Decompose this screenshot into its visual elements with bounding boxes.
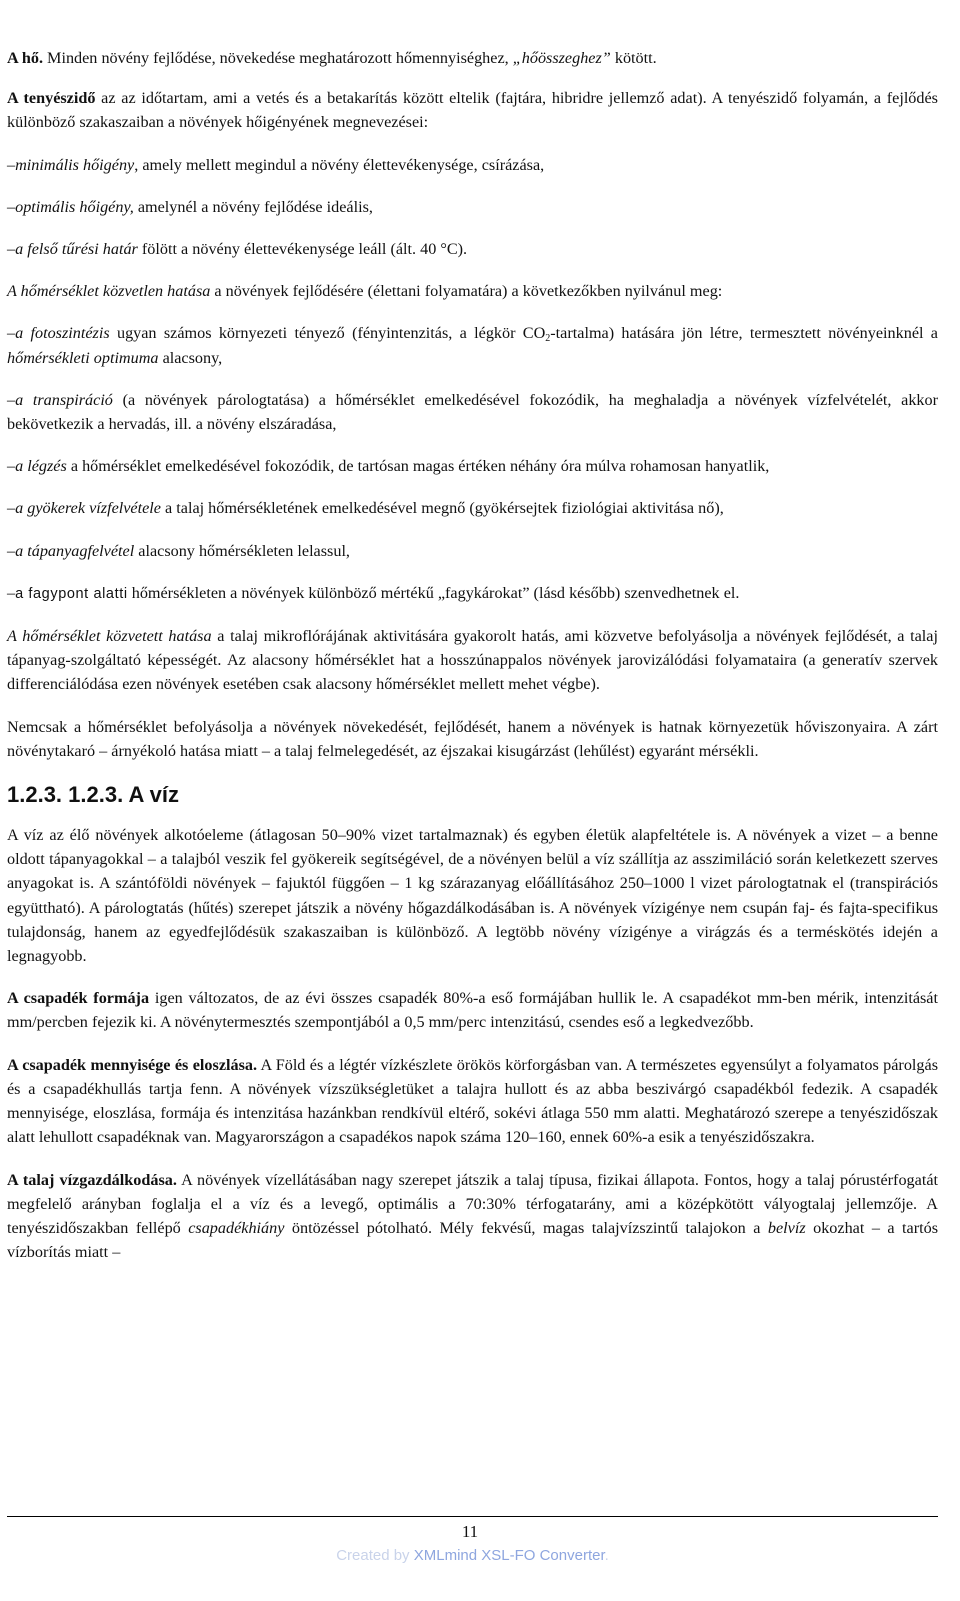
bold-term: A talaj vízgazdálkodása.	[7, 1170, 177, 1189]
paragraph-text: Minden növény fejlődése, növekedése meghatározott hőmennyiséghez,	[43, 49, 513, 67]
list-item-opt-heat	[7, 195, 938, 219]
paragraph-precip-amount	[7, 1053, 938, 1150]
list-dash: –	[7, 197, 16, 216]
paragraph-indirect-effect	[7, 624, 938, 697]
paragraph-text: okozhat – a tartós vízborítás miatt –	[7, 1218, 938, 1262]
italic-term: minimális hőigény	[15, 155, 135, 174]
list-item-min-heat	[7, 153, 938, 177]
paragraph-text: (a növények párologtatása) a hőmérséklet emelkedésével fokozódik, ha meghaladja a növények vízfelvételét, akkor bekövetkezik a hervadás, ill. a növény elszáradása,	[7, 390, 938, 434]
credit-prefix: Created by	[336, 1547, 414, 1564]
list-dash: –	[7, 390, 16, 409]
italic-term: a fotoszintézis	[15, 324, 110, 343]
list-item-photosynthesis	[7, 321, 938, 369]
paragraph-canopy	[7, 715, 938, 763]
italic-term: A hőmérséklet közvetett hatása	[7, 627, 212, 646]
paragraph-text: a növények fejlődésére (élettani folyamatára) a következőkben nyilvánul meg:	[210, 282, 723, 301]
italic-term: a tápanyagfelvétel	[15, 541, 135, 560]
paragraph-text: a talaj mikroflórájának aktivitására gyakorolt hatás, ami közvetve befolyásolja a növények fejlődését, a talaj tápanyag-szolgáltató képességét. Az alacsony hőmérséklet hat a hosszúnappalos növények jarovizálódási folyamataira (a generatív szervek differenciálódása ezen növények esetében csak alacsony hőmérséklet mellett mehet végbe).	[7, 627, 938, 694]
list-item-transpiration	[7, 388, 938, 436]
paragraph-text: A Föld és a légtér vízkészlete örökös körforgásban van. A természetes egyensúlyt a folyamatos párolgás és a csapadékhullás tartja fenn. A növények vízszükségletüket a talajra hullott és az abba beszivárgó csapadékból fedezik. A csapadék mennyisége, eloszlása, formája és intenzitása hazánkban rendkívül eltérő, sokévi átlaga 550 mm alatti. Meghatározó szerepe a tenyészidőszak alatt lehullott csapadéknak van. Magyarországon a csapadékos napok száma 120–160, ennek 60%-a esik a tenyészidőszakra.	[7, 1055, 938, 1147]
paragraph-text: A víz az élő növények alkotóeleme (átlagosan 50–90% vizet tartalmaznak) és egyben életük alapfeltétele is. A növények a vizet – a benne oldott tápanyagokkal – a talajból veszik fel gyökereik segítségével, de a növényen belül a víz szállítja az asszimiláció során keletkezett szerves anyagokat is. A szántóföldi növények – fajuktól függően – 1 kg szárazanyag előállításához 250–1000 l vizet párologtatnak el (transpirációs együttható). A párologtatás (hűtés) szerepet játszik a növény hőgazdálkodásában is. A növények vízigénye nem csupán faj- és fajta-specifikus tulajdonság, hanem az egyedfejlődésük szakaszaiban is különböző. A legtöbb növény vízigénye a virágzás és a terméskötés idején a legnagyobb.	[7, 826, 938, 966]
paragraph-text: , amely mellett megindul a növény élettevékenysége, csírázása,	[134, 155, 545, 174]
paragraph-text: a hőmérséklet emelkedésével fokozódik, de tartósan magas értéken néhány óra múlva rohamosan hanyatlik,	[66, 457, 770, 476]
list-item-frost	[7, 581, 938, 606]
italic-term: a légzés	[15, 457, 67, 476]
paragraph-water	[7, 823, 938, 968]
italic-term: hőmérsékleti optimuma	[7, 348, 159, 367]
italic-term: „hőösszeghez”	[512, 49, 611, 67]
spaced-term: a fagypont alatti	[15, 585, 128, 602]
list-dash: –	[7, 541, 16, 560]
paragraph-direct-effect	[7, 279, 938, 303]
paragraph-text: alacsony,	[158, 348, 223, 367]
italic-term: A hőmérséklet közvetlen hatása	[7, 282, 211, 301]
credit-suffix: .	[604, 1547, 609, 1564]
page-number: 11	[461, 1522, 479, 1541]
paragraph-text: hőmérsékleten a növények különböző mértékű „fagykárokat” (lásd később) szenvedhetnek el.	[127, 583, 740, 602]
list-dash: –	[7, 499, 16, 518]
italic-term: csapadékhiány	[188, 1218, 285, 1237]
paragraph-text: öntözéssel pótolható. Mély fekvésű, magas talajvízszintű talajokon a	[284, 1218, 768, 1237]
bold-term: A tenyészidő	[7, 89, 96, 108]
paragraph-text: -tartalma) hatására jön létre, termesztett növényeinknél a	[550, 324, 938, 343]
paragraph-text: amelynél a növény fejlődése ideális,	[133, 197, 373, 216]
page-body	[7, 46, 938, 1264]
footer-divider	[7, 1516, 938, 1517]
list-dash: –	[7, 240, 16, 259]
paragraph-text: kötött.	[610, 49, 657, 67]
list-item-upper-limit	[7, 237, 938, 261]
italic-term: belvíz	[767, 1218, 806, 1237]
italic-term: a transpiráció	[15, 390, 113, 409]
bold-term: A hő.	[7, 49, 43, 67]
list-item-respiration	[7, 454, 938, 478]
paragraph-heat	[7, 46, 938, 70]
paragraph-text: az az időtartam, ami a vetés és a betakarítás között eltelik (fajtára, hibridre jellemző adat). A tenyészidő folyamán, a fejlődés különböző szakaszaiban a növények hőigényének megnevezései:	[7, 89, 938, 132]
list-dash: –	[7, 583, 16, 602]
paragraph-growing-season	[7, 86, 938, 134]
list-item-nutrient-uptake	[7, 539, 938, 563]
italic-term: a gyökerek vízfelvétele	[15, 499, 161, 518]
paragraph-text: a talaj hőmérsékletének emelkedésével megnő (gyökérsejtek fiziológiai aktivitása nő),	[161, 499, 724, 518]
list-item-root-water-uptake	[7, 496, 938, 520]
paragraph-text: alacsony hőmérsékleten lelassul,	[134, 541, 350, 560]
credit-brand-link[interactable]: XMLmind XSL-FO Converter	[413, 1547, 605, 1564]
paragraph-text: fölött a növény élettevékenysége leáll (ált. 40 °C).	[137, 240, 468, 259]
list-dash: –	[7, 457, 16, 476]
bold-term: A csapadék mennyisége és eloszlása.	[7, 1055, 258, 1074]
paragraph-precip-form	[7, 986, 938, 1034]
paragraph-text: ugyan számos környezeti tényező (fényintenzitás, a légkör CO	[109, 324, 546, 343]
list-dash: –	[7, 324, 16, 343]
section-heading-water: 1.2.3. 1.2.3. A víz	[7, 782, 180, 808]
bold-term: A csapadék formája	[7, 989, 150, 1008]
list-dash: –	[7, 155, 16, 174]
italic-term: a felső tűrési határ	[15, 240, 138, 259]
converter-credit[interactable]	[0, 1546, 945, 1566]
paragraph-text: igen változatos, de az évi összes csapadék 80%-a eső formájában hullik le. A csapadékot mm-ben mérik, intenzitását mm/percben fejezik ki. A növénytermesztés szempontjából a 0,5 mm/perc intenzitású, csendes eső a legkedvezőbb.	[7, 989, 938, 1032]
paragraph-text: Nemcsak a hőmérséklet befolyásolja a növények növekedését, fejlődését, hanem a növények is hatnak környezetük hőviszonyaira. A zárt növénytakaró – árnyékoló hatása miatt – a talaj felmelegedését, az éjszakai kisugárzást (lehűlést) egyaránt mérsékli.	[7, 717, 938, 760]
paragraph-text: A növények vízellátásában nagy szerepet játszik a talaj típusa, fizikai állapota. Fontos, hogy a talaj pórustérfogatát megfelelő arányban foglalja el a víz és a levegő, optimális a 70:30% térfogatarány, ami a középkötött vályogtalaj jellemzője. A tenyészidőszakban fellépő	[7, 1170, 938, 1237]
italic-term: optimális hőigény,	[15, 197, 134, 216]
paragraph-soil-water	[7, 1168, 938, 1265]
subscript: 2	[545, 333, 551, 345]
